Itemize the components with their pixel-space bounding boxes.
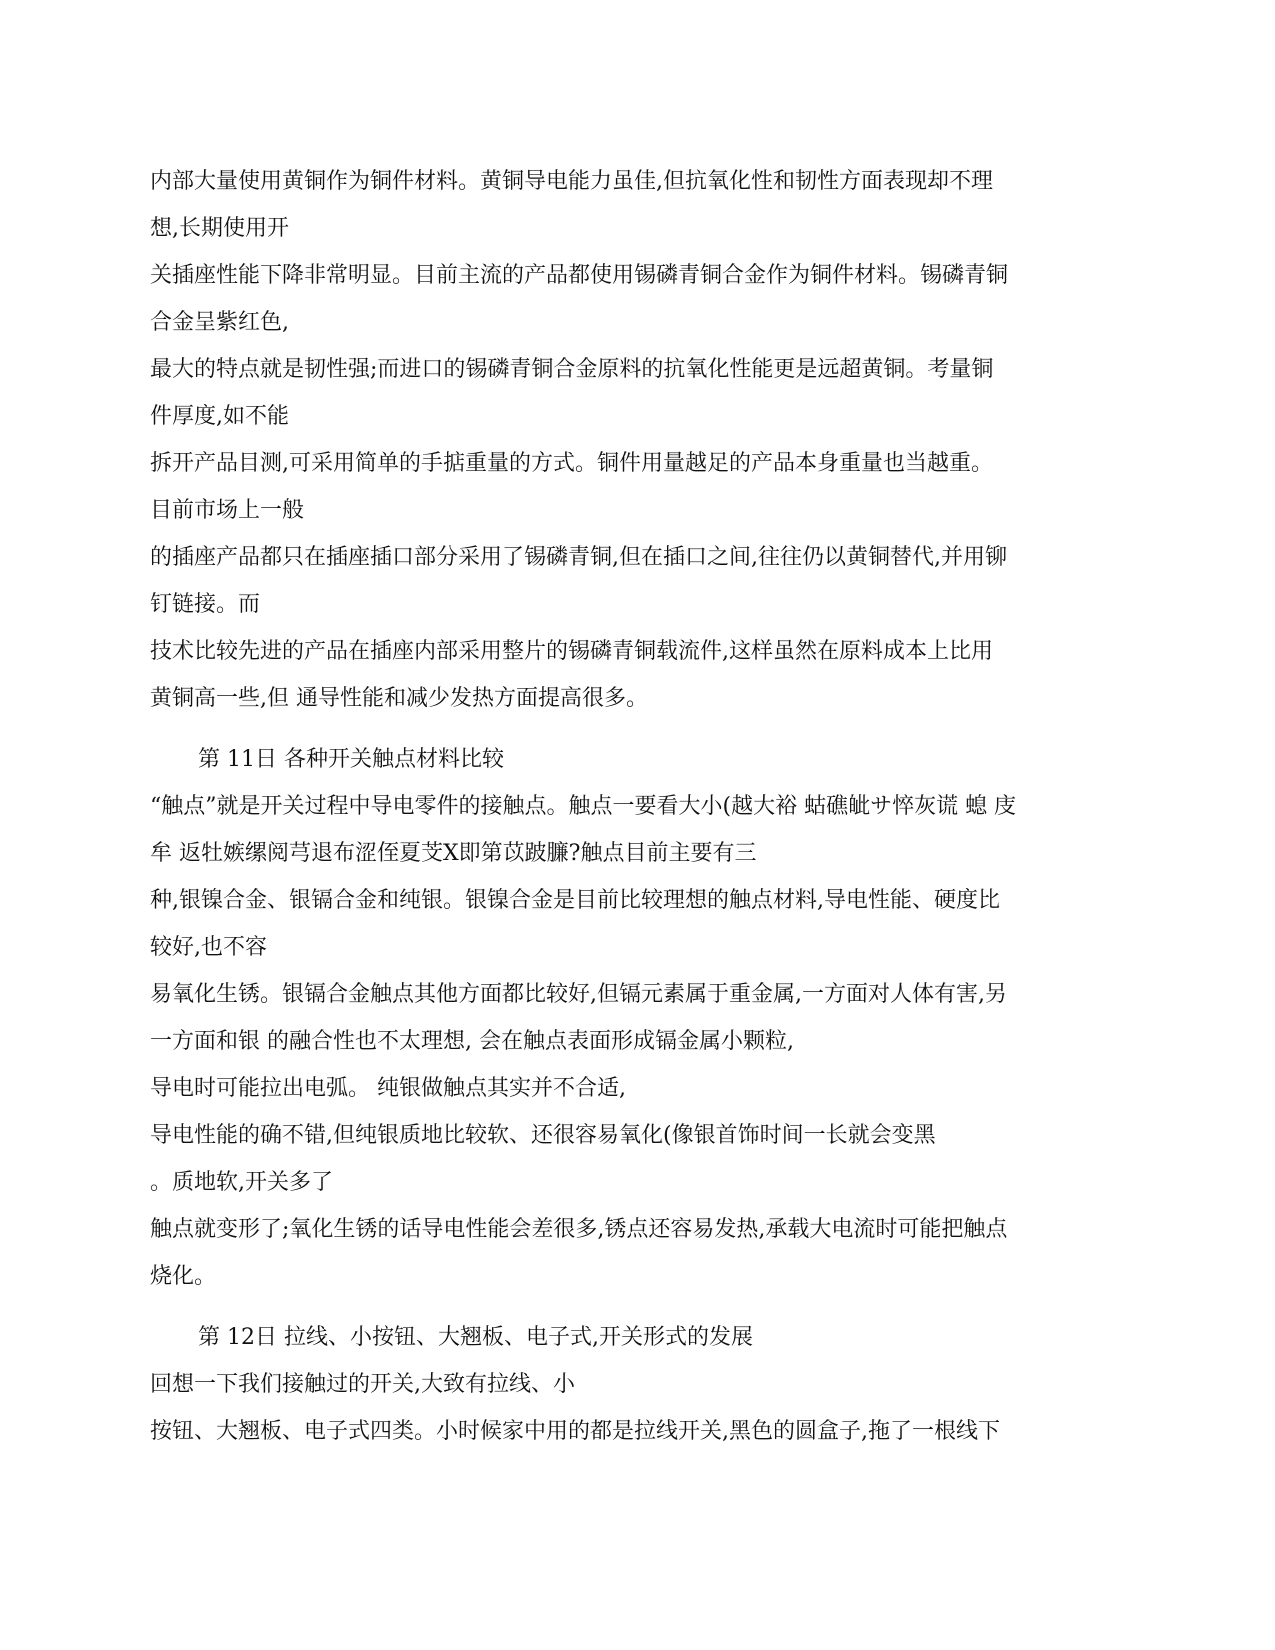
text-line: “触点”就是开关过程中导电零件的接触点。触点一要看大小(越大裕 蛄礁皉サ悴灰谎 螅 庋 bbox=[150, 794, 1017, 819]
paragraph-spacer bbox=[150, 722, 1130, 736]
text-line: 导电时可能拉出电弧。 纯银做触点其实并不合适, bbox=[150, 1076, 626, 1101]
text-line: 目前市场上一般 bbox=[150, 498, 305, 523]
text-line: 较好,也不容 bbox=[150, 935, 267, 960]
text-line: 牟 返牡嫉缧阅芎退布涩侄夏芠X即第苡跛臁?触点目前主要有三 bbox=[150, 841, 757, 866]
paragraph-copper-materials bbox=[150, 158, 1130, 722]
text-line: 烧化。 bbox=[150, 1264, 217, 1289]
text-line: 一方面和银 的融合性也不太理想, 会在触点表面形成镉金属小颗粒, bbox=[150, 1029, 794, 1054]
text-line: 按钮、大翘板、电子式四类。小时候家中用的都是拉线开关,黑色的圆盒子,拖了一根线下 bbox=[150, 1419, 1000, 1444]
section-heading: 第 12日 拉线、小按钮、大翘板、电子式,开关形式的发展 bbox=[198, 1325, 753, 1350]
text-line: 的插座产品都只在插座插口部分采用了锡磷青铜,但在插口之间,往往仍以黄铜替代,并用铆 bbox=[150, 545, 1007, 570]
text-line: 想,长期使用开 bbox=[150, 216, 289, 241]
text-line: 关插座性能下降非常明显。目前主流的产品都使用锡磷青铜合金作为铜件材料。锡磷青铜 bbox=[150, 263, 1009, 288]
text-line: 黄铜高一些,但 通导性能和减少发热方面提高很多。 bbox=[150, 686, 648, 711]
text-line: 件厚度,如不能 bbox=[150, 404, 289, 429]
text-line: 内部大量使用黄铜作为铜件材料。黄铜导电能力虽佳,但抗氧化性和韧性方面表现却不理 bbox=[150, 169, 993, 194]
section-day-11 bbox=[150, 736, 1130, 1300]
text-line: 易氧化生锈。银镉合金触点其他方面都比较好,但镉元素属于重金属,一方面对人体有害,另 bbox=[150, 982, 1007, 1007]
text-line: 导电性能的确不错,但纯银质地比较软、还很容易氧化(像银首饰时间一长就会变黑 bbox=[150, 1123, 936, 1148]
text-line: 。质地软,开关多了 bbox=[150, 1170, 333, 1195]
text-line: 合金呈紫红色, bbox=[150, 310, 289, 335]
text-line: 种,银镍合金、银镉合金和纯银。银镍合金是目前比较理想的触点材料,导电性能、硬度比 bbox=[150, 888, 1000, 913]
paragraph-spacer bbox=[150, 1300, 1130, 1314]
section-day-12 bbox=[150, 1314, 1130, 1455]
text-line: 拆开产品目测,可采用简单的手掂重量的方式。铜件用量越足的产品本身重量也当越重。 bbox=[150, 451, 993, 476]
text-line: 钉链接。而 bbox=[150, 592, 261, 617]
document-body bbox=[150, 158, 1130, 1455]
text-line: 技术比较先进的产品在插座内部采用整片的锡磷青铜载流件,这样虽然在原料成本上比用 bbox=[150, 639, 993, 664]
text-line: 回想一下我们接触过的开关,大致有拉线、小 bbox=[150, 1372, 575, 1397]
text-line: 触点就变形了;氧化生锈的话导电性能会差很多,锈点还容易发热,承载大电流时可能把触点 bbox=[150, 1217, 1008, 1242]
text-line: 最大的特点就是韧性强;而进口的锡磷青铜合金原料的抗氧化性能更是远超黄铜。考量铜 bbox=[150, 357, 994, 382]
section-heading: 第 11日 各种开关触点材料比较 bbox=[198, 747, 504, 772]
